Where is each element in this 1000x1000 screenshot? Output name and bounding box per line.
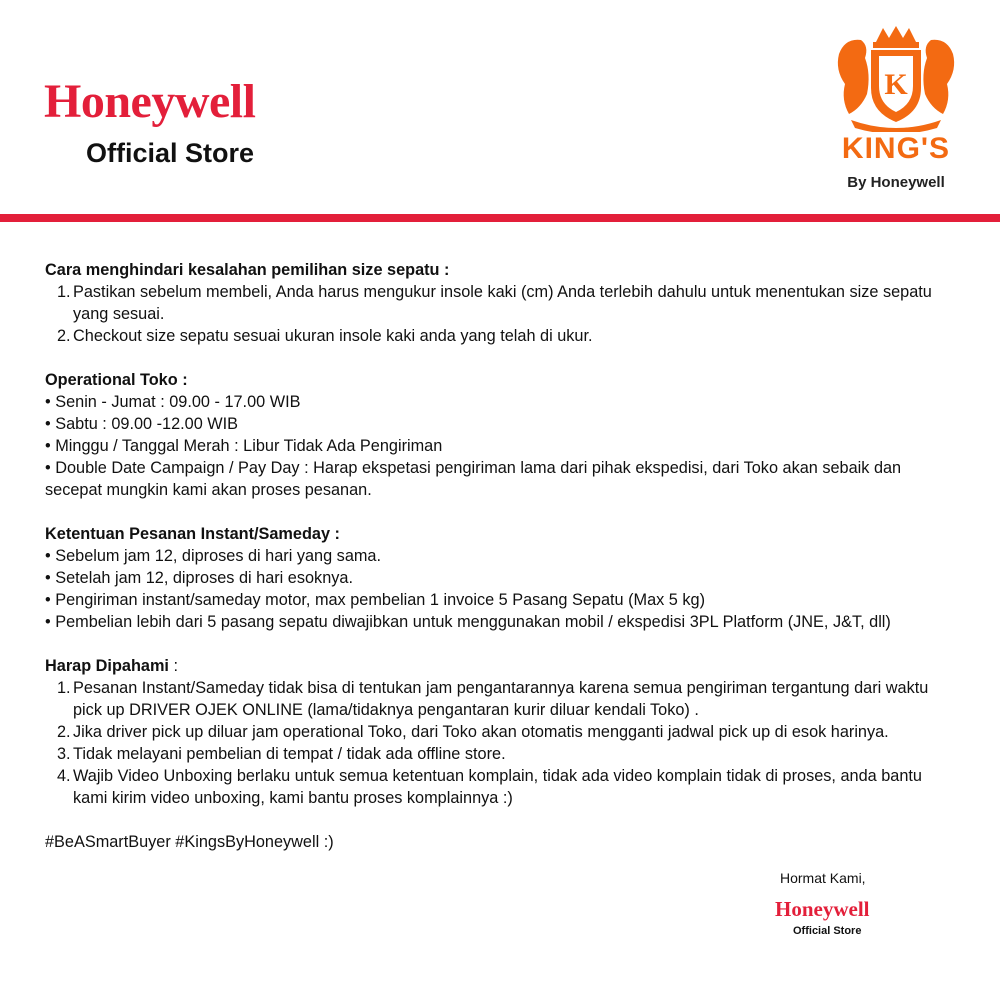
operational-section: [45, 369, 945, 501]
signature-closing: Hormat Kami,: [780, 870, 866, 886]
list-item-text: Tidak melayani pembelian di tempat / tidak ada offline store.: [73, 745, 506, 763]
list-item: 4. Wajib Video Unboxing berlaku untuk semua ketentuan komplain, tidak ada video komplain tidak di proses, anda bantu kami kirim video unboxing, kami bantu proses komplainnya :): [57, 767, 922, 807]
store-info: [45, 259, 945, 853]
list-item: • Pembelian lebih dari 5 pasang sepatu diwajibkan untuk menggunakan mobil / ekspedisi 3PL Platform (JNE, J&T, dll): [45, 613, 891, 631]
list-item: • Senin - Jumat : 09.00 - 17.00 WIB: [45, 393, 301, 411]
list-item: 2. Checkout size sepatu sesuai ukuran insole kaki anda yang telah di ukur.: [57, 327, 593, 345]
list-item: 1. Pastikan sebelum membeli, Anda harus mengukur insole kaki (cm) Anda terlebih dahulu untuk menentukan size sepatu yang sesuai.: [57, 283, 932, 323]
list-item-text: Pastikan sebelum membeli, Anda harus mengukur insole kaki (cm) Anda terlebih dahulu untuk menentukan size sepatu yang sesuai.: [73, 283, 932, 323]
notes-heading: [45, 655, 945, 677]
list-item: • Double Date Campaign / Pay Day : Harap ekspetasi pengiriman lama dari pihak ekspedisi, dari Toko akan sebaik dan secepat mungkin kami akan proses pesanan.: [45, 459, 902, 499]
list-item: 2. Jika driver pick up diluar jam operational Toko, dari Toko akan otomatis mengganti jadwal pick up di esok harinya.: [57, 723, 889, 741]
kings-crest-icon: [831, 24, 961, 132]
hashtags: #BeASmartBuyer #KingsByHoneywell :): [45, 833, 334, 851]
list-item: 1. Pesanan Instant/Sameday tidak bisa di tentukan jam pengantarannya karena semua pengiriman tergantung dari waktu pick up DRIVER OJEK ONLINE (lama/tidaknya pengantaran kurir diluar kendali Toko) .: [57, 679, 929, 719]
kings-byline: By Honeywell: [847, 174, 945, 191]
instant-section: [45, 523, 945, 633]
list-item: • Setelah jam 12, diproses di hari esoknya.: [45, 569, 353, 587]
honeywell-logo: Honeywell: [44, 75, 256, 128]
header-divider: [0, 214, 1000, 222]
instant-title: Ketentuan Pesanan Instant/Sameday :: [45, 525, 340, 543]
kings-logo: [826, 24, 966, 194]
size-guide-section: [45, 259, 945, 347]
signature-subtitle: Official Store: [793, 925, 862, 937]
list-item: • Sabtu : 09.00 -12.00 WIB: [45, 415, 239, 433]
list-item-text: Jika driver pick up diluar jam operational Toko, dari Toko akan otomatis mengganti jadwal pick up di esok harinya.: [73, 723, 889, 741]
operational-title: Operational Toko :: [45, 371, 188, 389]
list-item-text: Checkout size sepatu sesuai ukuran insole kaki anda yang telah di ukur.: [73, 327, 593, 345]
notes-section: [45, 655, 945, 809]
kings-wordmark: KING'S: [841, 132, 951, 165]
list-item: • Minggu / Tanggal Merah : Libur Tidak Ada Pengiriman: [45, 437, 443, 455]
list-item: • Sebelum jam 12, diproses di hari yang sama.: [45, 547, 382, 565]
list-item: 3. Tidak melayani pembelian di tempat / tidak ada offline store.: [57, 745, 506, 763]
svg-text:K: K: [884, 68, 908, 101]
official-store-label: Official Store: [86, 138, 255, 168]
list-item: • Pengiriman instant/sameday motor, max pembelian 1 invoice 5 Pasang Sepatu (Max 5 kg): [45, 591, 706, 609]
list-item-text: Pesanan Instant/Sameday tidak bisa di tentukan jam pengantarannya karena semua pengiriman tergantung dari waktu pick up DRIVER OJEK ONLINE (lama/tidaknya pengantaran kurir diluar kendali Toko) .: [73, 679, 929, 719]
notes-title: Harap Dipahami: [45, 657, 169, 675]
size-guide-title: Cara menghindari kesalahan pemilihan size sepatu :: [45, 261, 450, 279]
list-item-text: Wajib Video Unboxing berlaku untuk semua ketentuan komplain, tidak ada video komplain tidak di proses, anda bantu kami kirim video unboxing, kami bantu proses komplainnya :): [73, 767, 922, 807]
notes-colon: :: [168, 657, 179, 675]
signature-logo: Honeywell: [775, 897, 870, 921]
